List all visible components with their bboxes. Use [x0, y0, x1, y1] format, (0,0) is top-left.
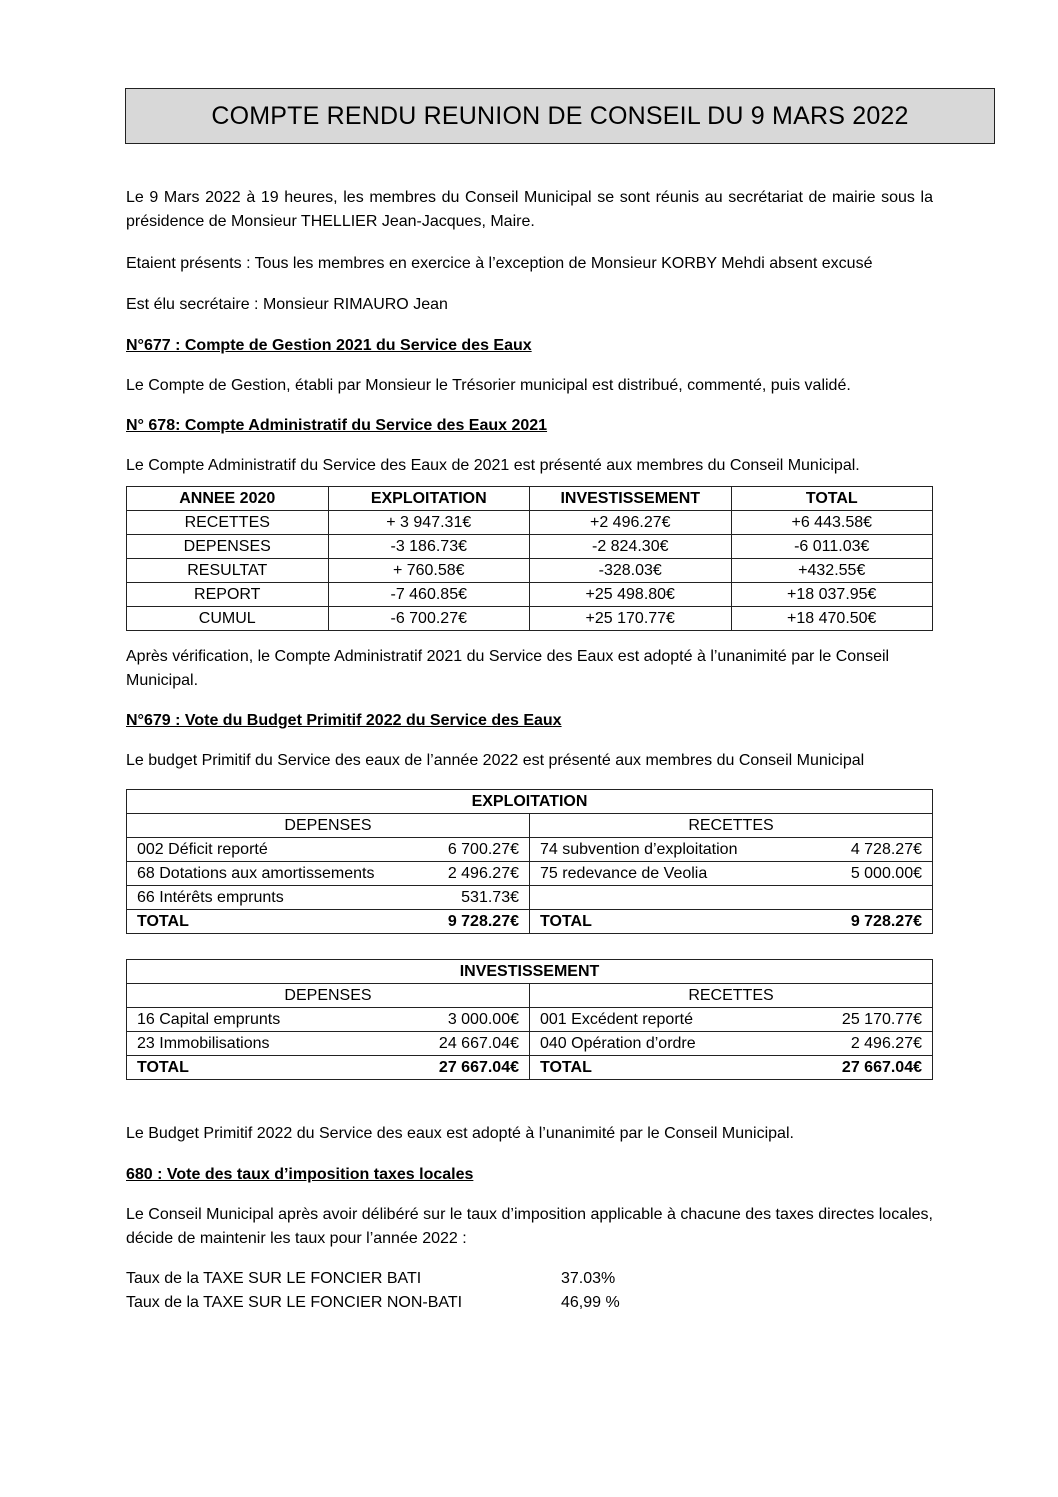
section-678-conclusion: Après vérification, le Compte Administratif 2021 du Service des Eaux est adopté à l’unanimité par le Conseil Municipal. — [126, 648, 890, 689]
table-cell — [530, 1008, 933, 1032]
table-cell: RECETTES — [127, 511, 329, 535]
table-row — [127, 583, 933, 607]
table-cell: CUMUL — [127, 607, 329, 631]
tax-rates-list — [126, 1267, 933, 1315]
table-cell — [127, 910, 530, 934]
table-cell: -6 700.27€ — [328, 607, 530, 631]
line-label: 74 subvention d’exploitation — [540, 841, 738, 858]
table-row — [127, 1032, 933, 1056]
table-cell — [530, 1056, 933, 1080]
line-amount: 6 700.27€ — [447, 841, 519, 858]
tax-rate-label: Taux de la TAXE SUR LE FONCIER NON-BATI — [126, 1294, 463, 1311]
table-cell: -3 186.73€ — [328, 535, 530, 559]
attendance-paragraph: Etaient présents : Tous les membres en exercice à l’exception de Monsieur KORBY Mehdi absent excusé — [126, 255, 873, 272]
table-cell: +432.55€ — [731, 559, 933, 583]
budget-exploitation-table — [126, 789, 933, 934]
tax-rate-value: 46,99 % — [561, 1294, 620, 1311]
budget-investissement-table — [126, 959, 933, 1080]
table-cell — [127, 1056, 530, 1080]
section-680-text: Le Conseil Municipal après avoir délibéré sur le taux d’imposition applicable à chacune des taxes directes locales, décide de maintenir les taux pour l’année 2022 : — [126, 1206, 933, 1247]
table-row — [127, 862, 933, 886]
table-cell: + 3 947.31€ — [328, 511, 530, 535]
column-header: TOTAL — [731, 487, 933, 511]
column-header: DEPENSES — [127, 984, 530, 1008]
line-amount: 2 496.27€ — [447, 865, 519, 882]
total-label: TOTAL — [540, 1059, 592, 1076]
table-cell: +18 037.95€ — [731, 583, 933, 607]
table-title-row — [127, 960, 933, 984]
total-label: TOTAL — [137, 913, 189, 930]
line-label: 040 Opération d’ordre — [540, 1035, 696, 1052]
table-cell — [127, 838, 530, 862]
table-cell: RESULTAT — [127, 559, 329, 583]
table-cell: +25 498.80€ — [530, 583, 732, 607]
line-amount: 4 728.27€ — [850, 841, 922, 858]
column-header: DEPENSES — [127, 814, 530, 838]
table-title: EXPLOITATION — [127, 790, 933, 814]
section-677-text: Le Compte de Gestion, établi par Monsieur le Trésorier municipal est distribué, commenté, puis validé. — [126, 377, 851, 394]
table-row — [127, 559, 933, 583]
table-cell — [127, 862, 530, 886]
tax-rate-row — [126, 1267, 933, 1291]
table-row — [127, 607, 933, 631]
table-cell: +25 170.77€ — [530, 607, 732, 631]
table-total-row — [127, 1056, 933, 1080]
page-title: COMPTE RENDU REUNION DE CONSEIL DU 9 MARS 2022 — [125, 88, 995, 144]
total-label: TOTAL — [540, 913, 592, 930]
total-label: TOTAL — [137, 1059, 189, 1076]
line-label: 68 Dotations aux amortissements — [137, 865, 375, 882]
section-678-heading: N° 678: Compte Administratif du Service des Eaux 2021 — [126, 417, 548, 434]
secretary-paragraph: Est élu secrétaire : Monsieur RIMAURO Jean — [126, 296, 448, 313]
column-header: INVESTISSEMENT — [530, 487, 732, 511]
table-cell — [530, 886, 933, 910]
table-cell: +2 496.27€ — [530, 511, 732, 535]
table-cell — [127, 1032, 530, 1056]
column-header: ANNEE 2020 — [127, 487, 329, 511]
total-amount: 9 728.27€ — [447, 913, 519, 930]
table-row — [127, 1008, 933, 1032]
line-label: 001 Excédent reporté — [540, 1011, 693, 1028]
table-cell: DEPENSES — [127, 535, 329, 559]
table-title: INVESTISSEMENT — [127, 960, 933, 984]
table-cell: -2 824.30€ — [530, 535, 732, 559]
compte-administratif-table — [126, 486, 933, 631]
table-cell: -7 460.85€ — [328, 583, 530, 607]
table-cell: -6 011.03€ — [731, 535, 933, 559]
table-header-row — [127, 487, 933, 511]
line-label: 23 Immobilisations — [137, 1035, 270, 1052]
table-title-row — [127, 790, 933, 814]
table-row — [127, 838, 933, 862]
line-label: 002 Déficit reporté — [137, 841, 268, 858]
table-row — [127, 535, 933, 559]
document-body — [126, 186, 933, 1315]
table-cell: -328.03€ — [530, 559, 732, 583]
table-cell — [530, 862, 933, 886]
column-header: EXPLOITATION — [328, 487, 530, 511]
tax-rate-label: Taux de la TAXE SUR LE FONCIER BATI — [126, 1270, 422, 1287]
table-cell: REPORT — [127, 583, 329, 607]
line-amount: 5 000.00€ — [850, 865, 922, 882]
column-header: RECETTES — [530, 814, 933, 838]
section-679-conclusion: Le Budget Primitif 2022 du Service des eaux est adopté à l’unanimité par le Conseil Municipal. — [126, 1125, 794, 1142]
table-cell — [530, 910, 933, 934]
section-679-text: Le budget Primitif du Service des eaux de l’année 2022 est présenté aux membres du Conseil Municipal — [126, 752, 865, 769]
table-cell — [530, 838, 933, 862]
intro-paragraph: Le 9 Mars 2022 à 19 heures, les membres du Conseil Municipal se sont réunis au secrétariat de mairie sous la présidence de Monsieur THELLIER Jean-Jacques, Maire. — [126, 189, 933, 230]
section-677-heading: N°677 : Compte de Gestion 2021 du Service des Eaux — [126, 337, 532, 354]
table-cell: +6 443.58€ — [731, 511, 933, 535]
table-cell — [127, 886, 530, 910]
total-amount: 27 667.04€ — [438, 1059, 519, 1076]
table-cell: + 760.58€ — [328, 559, 530, 583]
table-cell: +18 470.50€ — [731, 607, 933, 631]
tax-rate-value: 37.03% — [561, 1270, 616, 1287]
section-680-heading: 680 : Vote des taux d’imposition taxes locales — [126, 1166, 474, 1183]
table-cell — [127, 1008, 530, 1032]
line-label: 75 redevance de Veolia — [540, 865, 708, 882]
line-label: 66 Intérêts emprunts — [137, 889, 284, 906]
line-amount: 3 000.00€ — [447, 1011, 519, 1028]
table-row — [127, 886, 933, 910]
line-amount: 24 667.04€ — [438, 1035, 519, 1052]
column-header: RECETTES — [530, 984, 933, 1008]
line-label: 16 Capital emprunts — [137, 1011, 281, 1028]
tax-rate-row — [126, 1291, 933, 1315]
total-amount: 27 667.04€ — [841, 1059, 922, 1076]
total-amount: 9 728.27€ — [850, 913, 922, 930]
table-total-row — [127, 910, 933, 934]
table-header-row — [127, 984, 933, 1008]
line-amount: 531.73€ — [461, 889, 519, 906]
line-amount: 25 170.77€ — [841, 1011, 922, 1028]
table-header-row — [127, 814, 933, 838]
table-row — [127, 511, 933, 535]
section-678-text: Le Compte Administratif du Service des Eaux de 2021 est présenté aux membres du Conseil Municipal. — [126, 457, 860, 474]
table-cell — [530, 1032, 933, 1056]
line-amount: 2 496.27€ — [850, 1035, 922, 1052]
section-679-heading: N°679 : Vote du Budget Primitif 2022 du Service des Eaux — [126, 712, 562, 729]
